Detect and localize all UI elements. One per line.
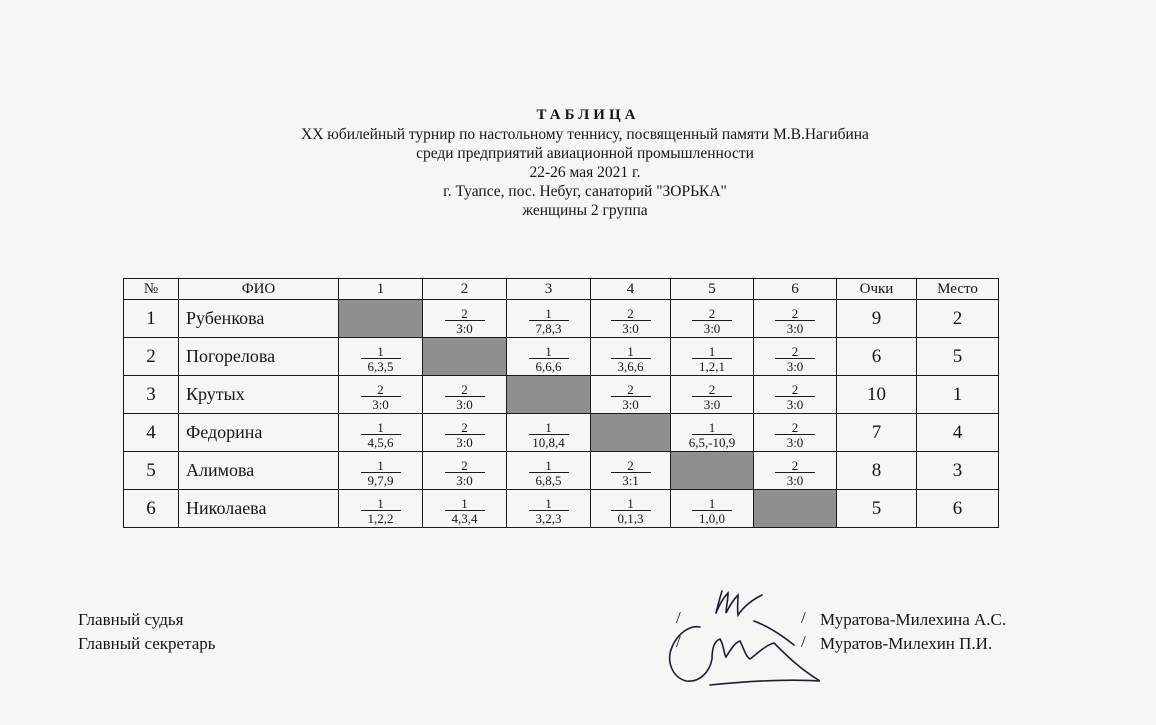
match-points: 1: [692, 421, 732, 435]
match-score: [611, 459, 651, 487]
match-score: [692, 345, 732, 373]
match-score: [445, 383, 485, 411]
match-score: [611, 383, 651, 411]
player-name: Крутых: [179, 376, 339, 414]
match-game-scores: 4,3,4: [451, 511, 478, 526]
player-number: 5: [124, 452, 179, 490]
match-game-scores: 3:1: [622, 473, 639, 488]
match-points: 1: [529, 345, 569, 359]
match-result-cell: [754, 414, 837, 452]
match-score: [529, 497, 569, 525]
match-result-cell: [754, 376, 837, 414]
player-points: 5: [837, 490, 917, 528]
table-body: [124, 300, 999, 528]
match-game-scores: 3:0: [786, 359, 804, 374]
match-result-cell: [591, 300, 671, 338]
player-place: 5: [917, 338, 999, 376]
match-points: 1: [692, 497, 732, 511]
match-score: [361, 421, 401, 449]
match-score: [361, 383, 401, 411]
match-result-cell: [507, 414, 591, 452]
signatures-image: [650, 585, 820, 695]
table-row: [124, 490, 999, 528]
match-points: 2: [775, 345, 815, 359]
match-game-scores: 3:0: [786, 397, 804, 412]
match-game-scores: 6,8,5: [535, 473, 562, 488]
judge-signature: [716, 591, 762, 615]
match-game-scores: 3:0: [786, 321, 804, 336]
match-score: [692, 307, 732, 335]
player-place: 4: [917, 414, 999, 452]
match-score: [361, 497, 401, 525]
match-game-scores: 3:0: [786, 473, 804, 488]
match-score: [692, 497, 732, 525]
match-game-scores: 1,0,0: [699, 511, 725, 526]
table-row: [124, 338, 999, 376]
player-place: 1: [917, 376, 999, 414]
match-score: [529, 459, 569, 487]
player-place: 3: [917, 452, 999, 490]
player-name: Погорелова: [179, 338, 339, 376]
match-result-cell: [591, 338, 671, 376]
match-game-scores: 3,2,3: [535, 511, 562, 526]
match-result-cell: [507, 338, 591, 376]
match-game-scores: 3:0: [622, 321, 639, 336]
signature-slash: /: [676, 632, 681, 651]
signature-slash: /: [801, 632, 806, 651]
column-header: 1: [339, 279, 423, 300]
match-points: 2: [361, 383, 401, 397]
match-points: 2: [775, 421, 815, 435]
column-header: 3: [507, 279, 591, 300]
match-score: [529, 421, 569, 449]
column-header: №: [124, 279, 179, 300]
match-points: 2: [611, 383, 651, 397]
column-header: 2: [423, 279, 507, 300]
self-match-cell: [423, 338, 507, 376]
match-result-cell: [754, 452, 837, 490]
match-result-cell: [339, 376, 423, 414]
column-header: 6: [754, 279, 837, 300]
match-score: [775, 383, 815, 411]
chief-judge-label: Главный судья: [78, 610, 184, 629]
match-result-cell: [671, 490, 754, 528]
signature-slash: /: [676, 608, 681, 627]
match-points: 1: [361, 459, 401, 473]
match-result-cell: [339, 490, 423, 528]
match-points: 1: [361, 345, 401, 359]
results-table: [123, 278, 999, 528]
match-result-cell: [339, 414, 423, 452]
player-number: 4: [124, 414, 179, 452]
signature-slash: /: [801, 608, 806, 627]
match-game-scores: 3:0: [372, 397, 389, 412]
match-result-cell: [339, 452, 423, 490]
match-game-scores: 7,8,3: [535, 321, 562, 336]
match-points: 2: [611, 307, 651, 321]
tournament-group: женщины 2 группа: [522, 202, 648, 219]
player-number: 1: [124, 300, 179, 338]
match-result-cell: [339, 338, 423, 376]
match-score: [361, 459, 401, 487]
match-game-scores: 3:0: [456, 397, 473, 412]
match-points: 2: [692, 307, 732, 321]
match-points: 2: [611, 459, 651, 473]
document-title: ТАБЛИЦА: [536, 107, 640, 123]
self-match-cell: [671, 452, 754, 490]
match-result-cell: [423, 376, 507, 414]
player-place: 2: [917, 300, 999, 338]
column-header: 5: [671, 279, 754, 300]
self-match-cell: [339, 300, 423, 338]
table-row: [124, 452, 999, 490]
match-game-scores: 3:0: [456, 473, 473, 488]
player-name: Федорина: [179, 414, 339, 452]
match-points: 2: [692, 383, 732, 397]
player-place: 6: [917, 490, 999, 528]
match-score: [611, 497, 651, 525]
player-number: 2: [124, 338, 179, 376]
player-number: 6: [124, 490, 179, 528]
match-points: 1: [692, 345, 732, 359]
match-score: [361, 345, 401, 373]
match-score: [445, 307, 485, 335]
player-points: 10: [837, 376, 917, 414]
match-result-cell: [671, 414, 754, 452]
match-game-scores: 3,6,6: [617, 359, 644, 374]
match-score: [775, 345, 815, 373]
match-result-cell: [591, 490, 671, 528]
match-score: [529, 307, 569, 335]
match-game-scores: 6,5,-10,9: [688, 435, 736, 450]
match-score: [529, 345, 569, 373]
table-row: [124, 376, 999, 414]
match-score: [611, 307, 651, 335]
table-header-row: [124, 279, 999, 300]
match-game-scores: 3:0: [622, 397, 639, 412]
match-result-cell: [671, 338, 754, 376]
self-match-cell: [754, 490, 837, 528]
match-points: 1: [361, 421, 401, 435]
match-score: [775, 459, 815, 487]
table-row: [124, 300, 999, 338]
match-result-cell: [671, 376, 754, 414]
match-points: 2: [445, 383, 485, 397]
match-points: 1: [529, 497, 569, 511]
match-result-cell: [423, 414, 507, 452]
match-points: 1: [361, 497, 401, 511]
match-score: [775, 307, 815, 335]
match-result-cell: [671, 300, 754, 338]
match-points: 1: [529, 307, 569, 321]
player-points: 6: [837, 338, 917, 376]
match-result-cell: [507, 452, 591, 490]
secretary-signature: [670, 621, 820, 685]
match-result-cell: [754, 300, 837, 338]
match-points: 1: [445, 497, 485, 511]
match-points: 1: [611, 345, 651, 359]
match-score: [445, 497, 485, 525]
match-game-scores: 1,2,1: [699, 359, 725, 374]
player-points: 8: [837, 452, 917, 490]
chief-secretary-name: Муратов-Милехин П.И.: [820, 634, 993, 653]
match-game-scores: 0,1,3: [617, 511, 644, 526]
tournament-location: г. Туапсе, пос. Небуг, санаторий "ЗОРЬКА": [443, 183, 727, 200]
match-points: 2: [445, 459, 485, 473]
match-score: [689, 421, 736, 449]
match-points: 2: [775, 383, 815, 397]
self-match-cell: [507, 376, 591, 414]
table-row: [124, 414, 999, 452]
match-game-scores: 6,6,6: [535, 359, 562, 374]
match-result-cell: [507, 300, 591, 338]
player-name: Николаева: [179, 490, 339, 528]
match-game-scores: 9,7,9: [367, 473, 394, 488]
match-points: 1: [611, 497, 651, 511]
match-score: [692, 383, 732, 411]
match-points: 2: [775, 459, 815, 473]
match-game-scores: 6,3,5: [367, 359, 394, 374]
match-result-cell: [754, 338, 837, 376]
column-header: ФИО: [179, 279, 339, 300]
match-points: 1: [529, 459, 569, 473]
match-game-scores: 10,8,4: [532, 435, 565, 450]
match-result-cell: [507, 490, 591, 528]
player-number: 3: [124, 376, 179, 414]
chief-judge-name: Муратова-Милехина А.С.: [820, 610, 1007, 629]
match-result-cell: [591, 376, 671, 414]
match-points: 2: [775, 307, 815, 321]
tournament-name: XX юбилейный турнир по настольному теннису, посвященный памяти М.В.Нагибина: [301, 126, 869, 143]
match-points: 1: [529, 421, 569, 435]
player-points: 7: [837, 414, 917, 452]
match-points: 2: [445, 421, 485, 435]
match-result-cell: [423, 490, 507, 528]
match-result-cell: [591, 452, 671, 490]
player-name: Алимова: [179, 452, 339, 490]
self-match-cell: [591, 414, 671, 452]
match-score: [611, 345, 651, 373]
match-result-cell: [423, 300, 507, 338]
tournament-dates: 22-26 мая 2021 г.: [529, 164, 641, 181]
match-game-scores: 3:0: [703, 321, 721, 336]
column-header: Место: [917, 279, 999, 300]
match-game-scores: 3:0: [456, 321, 473, 336]
match-game-scores: 3:0: [703, 397, 721, 412]
match-game-scores: 3:0: [456, 435, 473, 450]
chief-secretary-label: Главный секретарь: [78, 634, 216, 653]
match-score: [445, 459, 485, 487]
document-header: [0, 105, 1156, 220]
match-result-cell: [423, 452, 507, 490]
column-header: Очки: [837, 279, 917, 300]
player-points: 9: [837, 300, 917, 338]
match-points: 2: [445, 307, 485, 321]
match-game-scores: 4,5,6: [367, 435, 394, 450]
match-game-scores: 3:0: [786, 435, 804, 450]
player-name: Рубенкова: [179, 300, 339, 338]
match-score: [445, 421, 485, 449]
column-header: 4: [591, 279, 671, 300]
tournament-participants: среди предприятий авиационной промышленности: [416, 145, 754, 162]
match-game-scores: 1,2,2: [367, 511, 394, 526]
match-score: [775, 421, 815, 449]
